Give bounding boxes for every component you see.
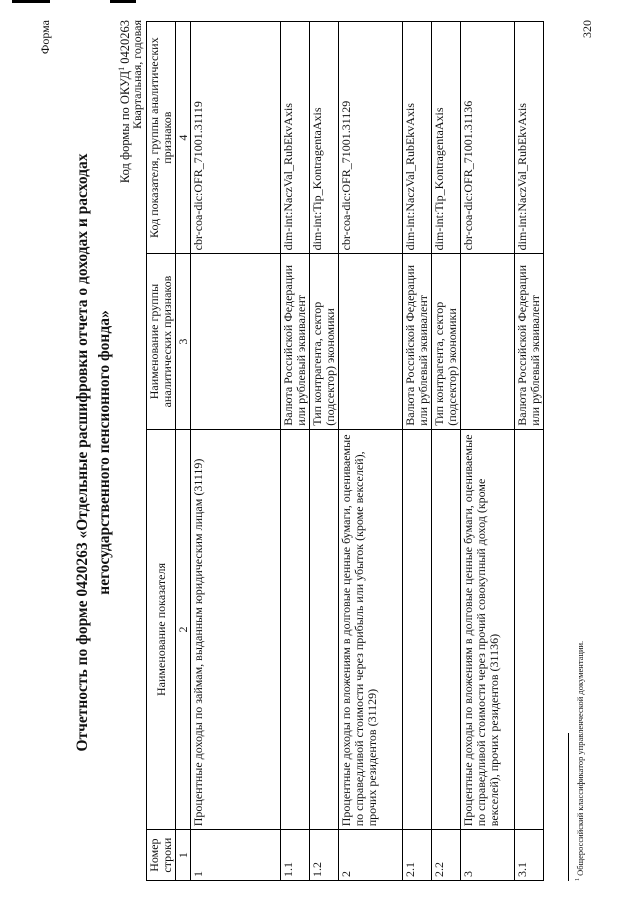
indicator-code: dim-int:Tip_KontragentaAxis bbox=[310, 22, 339, 254]
row-number: 1.2 bbox=[310, 830, 339, 881]
footnote-divider bbox=[568, 733, 569, 881]
indicator-code: cbr-coa-dic:OFR_71001.31129 bbox=[339, 22, 403, 254]
indicator-name bbox=[403, 429, 432, 829]
header-row-number: Номер строки bbox=[147, 830, 176, 881]
header-group-name: Наименование группы аналитических признаков bbox=[147, 254, 176, 429]
okud-code: 0420263 bbox=[118, 20, 133, 64]
row-number: 1 bbox=[191, 830, 281, 881]
group-name: Валюта Российской Федерации или рублевый эквивалент bbox=[403, 254, 432, 429]
table-row bbox=[310, 22, 339, 881]
row-number: 3 bbox=[461, 830, 515, 881]
header-number: 4 bbox=[176, 22, 191, 254]
header-number: 2 bbox=[176, 429, 191, 829]
table-row bbox=[403, 22, 432, 881]
header-number: 1 bbox=[176, 830, 191, 881]
row-number: 2.1 bbox=[403, 830, 432, 881]
table-row bbox=[281, 22, 310, 881]
table-row bbox=[515, 22, 544, 881]
group-name: Валюта Российской Федерации или рублевый эквивалент bbox=[515, 254, 544, 429]
report-table bbox=[146, 21, 544, 881]
indicator-name: Процентные доходы по займам, выданным юридическим лицам (31119) bbox=[191, 429, 281, 829]
header-code: Код показателя, группы аналитических признаков bbox=[147, 22, 176, 254]
row-number: 3.1 bbox=[515, 830, 544, 881]
row-number: 2.2 bbox=[432, 830, 461, 881]
indicator-name: Процентные доходы по вложениям в долговые ценные бумаги, оцениваемые по справедливой стоимости через прочий совокупный доход (кроме векселей), прочих резидентов (31136) bbox=[461, 429, 515, 829]
row-number: 1.1 bbox=[281, 830, 310, 881]
indicator-code: dim-int:Tip_KontragentaAxis bbox=[432, 22, 461, 254]
okud-label: Код формы по ОКУД bbox=[118, 70, 133, 184]
group-name: Тип контрагента, сектор (подсектор) экономики bbox=[432, 254, 461, 429]
group-name bbox=[339, 254, 403, 429]
footnote-mark: 1 bbox=[575, 878, 582, 881]
indicator-name bbox=[432, 429, 461, 829]
title-line-2: негосударственного пенсионного фонда» bbox=[96, 310, 113, 595]
title-line-1: Отчетность по форме 0420263 «Отдельные расшифровки отчета о доходах и расходах bbox=[74, 153, 91, 752]
group-name: Тип контрагента, сектор (подсектор) экономики bbox=[310, 254, 339, 429]
indicator-code: cbr-coa-dic:OFR_71001.31119 bbox=[191, 22, 281, 254]
okud-footnote-mark: 1 bbox=[117, 66, 126, 71]
report-period: Квартальная, годовая bbox=[130, 20, 144, 129]
group-name: Валюта Российской Федерации или рублевый эквивалент bbox=[281, 254, 310, 429]
header-row bbox=[147, 22, 176, 881]
indicator-name bbox=[281, 429, 310, 829]
group-name bbox=[461, 254, 515, 429]
footnote-text: Общероссийский классификатор управленческой документации. bbox=[575, 640, 585, 876]
form-label: Форма bbox=[38, 20, 52, 55]
table-row bbox=[432, 22, 461, 881]
indicator-code: dim-int:NaczVal_RubEkvAxis bbox=[403, 22, 432, 254]
page-number: 320 bbox=[580, 20, 594, 38]
indicator-name bbox=[310, 429, 339, 829]
footnote bbox=[575, 641, 585, 881]
indicator-name bbox=[515, 429, 544, 829]
table-row bbox=[191, 22, 281, 881]
table-row bbox=[461, 22, 515, 881]
indicator-code: dim-int:NaczVal_RubEkvAxis bbox=[515, 22, 544, 254]
group-name bbox=[191, 254, 281, 429]
table-row bbox=[339, 22, 403, 881]
indicator-name: Процентные доходы по вложениям в долговые ценные бумаги, оцениваемые по справедливой стоимости через прибыль или убыток (кроме векселей), прочих резидентов (31129) bbox=[339, 429, 403, 829]
header-indicator-name: Наименование показателя bbox=[147, 429, 176, 829]
row-number: 2 bbox=[339, 830, 403, 881]
header-number-row bbox=[176, 22, 191, 881]
indicator-code: cbr-coa-dic:OFR_71001.31136 bbox=[461, 22, 515, 254]
indicator-code: dim-int:NaczVal_RubEkvAxis bbox=[281, 22, 310, 254]
header-number: 3 bbox=[176, 254, 191, 429]
